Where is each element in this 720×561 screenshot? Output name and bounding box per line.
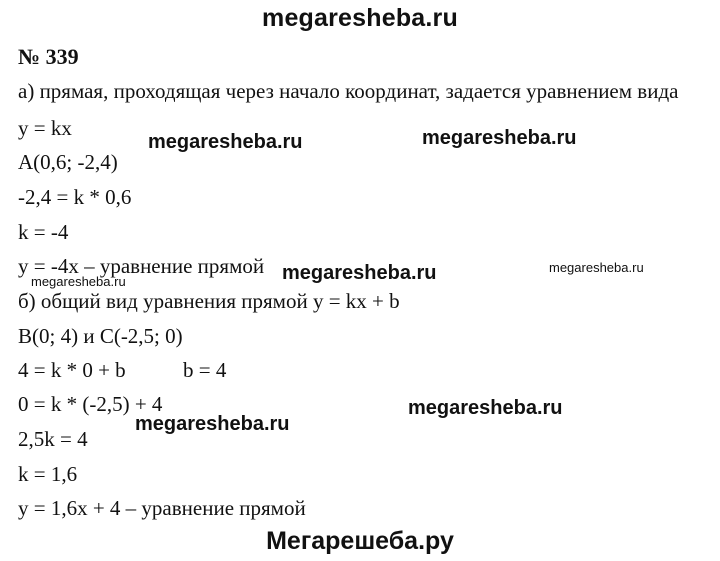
watermark: megaresheba.ru: [148, 131, 303, 153]
solution-line-12: k = 1,6: [18, 462, 78, 486]
watermark: megaresheba.ru: [422, 127, 577, 149]
solution-line-4: -2,4 = k * 0,6: [18, 185, 132, 209]
solution-line-5: k = -4: [18, 220, 69, 244]
problem-number: № 339: [18, 44, 79, 69]
watermark: megaresheba.ru: [135, 413, 290, 435]
solution-line-3: A(0,6; -2,4): [18, 150, 118, 174]
site-footer: Мегарешеба.ру: [266, 527, 454, 555]
watermark: megaresheba.ru: [408, 397, 563, 419]
solution-line-1: а) прямая, проходящая через начало координат, задается уравнением вида: [18, 79, 679, 103]
site-header: megaresheba.ru: [262, 4, 458, 32]
solution-line-10: 0 = k * (-2,5) + 4: [18, 392, 163, 416]
solution-line-2: y = kx: [18, 116, 72, 140]
solution-line-13: y = 1,6x + 4 – уравнение прямой: [18, 496, 306, 520]
watermark: megaresheba.ru: [282, 262, 437, 284]
solution-line-8: B(0; 4) и C(-2,5; 0): [18, 324, 183, 348]
solution-b-value: b = 4: [183, 358, 227, 382]
solution-line-11: 2,5k = 4: [18, 427, 88, 451]
solution-line-7: б) общий вид уравнения прямой y = kx + b: [18, 289, 400, 313]
watermark-small: megaresheba.ru: [31, 274, 126, 289]
watermark-small: megaresheba.ru: [549, 260, 644, 275]
solution-line-9: 4 = k * 0 + b: [18, 358, 126, 382]
solution-line-6: y = -4x – уравнение прямой: [18, 254, 265, 278]
